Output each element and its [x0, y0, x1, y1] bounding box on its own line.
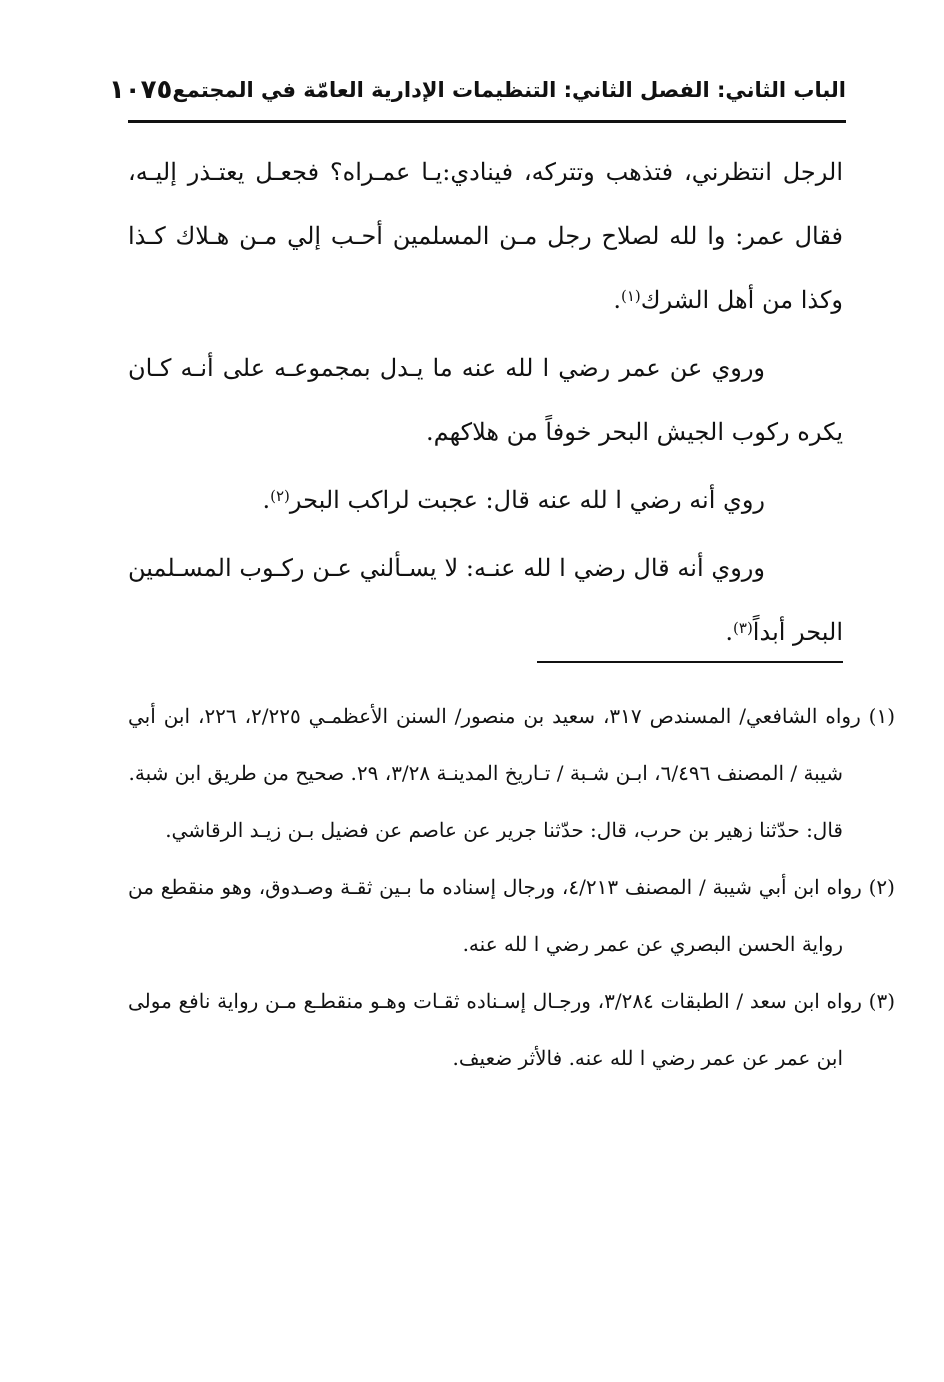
- footnote-ref-1[interactable]: (١): [621, 287, 641, 305]
- footnote-1: (١) رواه الشافعي/ المسندص ٣١٧، سعيد بن منصور/ السنن الأعظمـي ٢/٢٢٥، ٢٢٦، ابن أبي شيبة / المصنف ٦/٤٩٦، ابـن شـبة / تـاريخ المدينـة ٣/٢٨، ٢٩. صحيح من طريق ابن شبة.: [128, 704, 896, 785]
- paragraph-2: وروي عن عمر رضي ا لله عنه ما يـدل بمجموعـه على أنـه كـان يكره ركوب الجيش البحر خوفاً من هلاكهم.: [128, 354, 843, 446]
- footnote-separator: [537, 661, 843, 663]
- running-title: الباب الثاني: الفصل الثاني: التنظيمات الإدارية العامّة في المجتمع: [172, 78, 846, 102]
- paragraph-1-text: الرجل انتظرني، فتذهب وتتركه، فينادي:يـا عمـراه؟ فجعـل يعتـذر إليـه، فقال عمر: وا لله لصلاح رجل مـن المسلمين أحـب إلي مـن هـلاك كـذا وكذا من أهل الشرك: [128, 158, 843, 314]
- header-rule: [128, 120, 846, 123]
- paragraph-3-end: .: [262, 486, 271, 514]
- paragraph-3-text: روي أنه رضي ا لله عنه قال: عجبت لراكب البحر: [289, 486, 765, 514]
- paragraph-1-end: .: [613, 286, 621, 314]
- paragraph-4-end: .: [725, 618, 734, 646]
- footnote-2: (٢) رواه ابن أبي شيبة / المصنف ٤/٢١٣، ورجال إسناده ما بـين ثقـة وصـدوق، وهو منقطع من رواية الحسن البصري عن عمر رضي ا لله عنه.: [128, 875, 895, 956]
- footnote-1-continuation: قال: حدّثنا زهير بن حرب، قال: حدّثنا جرير عن عاصم عن فضيل بـن زيـد الرقاشي.: [165, 818, 843, 842]
- paragraph-1: [128, 140, 843, 332]
- footnote-ref-3[interactable]: (٣): [733, 619, 753, 637]
- paragraph-4-text: وروي أنه قال رضي ا لله عنـه: لا يسـألني عـن ركـوب المسـلمين البحر أبداً: [128, 554, 843, 646]
- paragraph-4: [128, 536, 843, 664]
- body-text: [128, 140, 843, 664]
- footnotes: [128, 688, 896, 1087]
- page-number: ١٠٧٥: [108, 75, 173, 105]
- footnote-ref-2[interactable]: (٢): [270, 487, 290, 505]
- page-header: [108, 68, 846, 112]
- paragraph-3: [128, 468, 843, 532]
- footnote-3: (٣) رواه ابن سعد / الطبقات ٣/٢٨٤، ورجـال إسـناده ثقـات وهـو منقطـع مـن رواية نافع مولى ابن عمر عن عمر رضي ا لله عنه. فالأثر ضعيف.: [128, 989, 895, 1070]
